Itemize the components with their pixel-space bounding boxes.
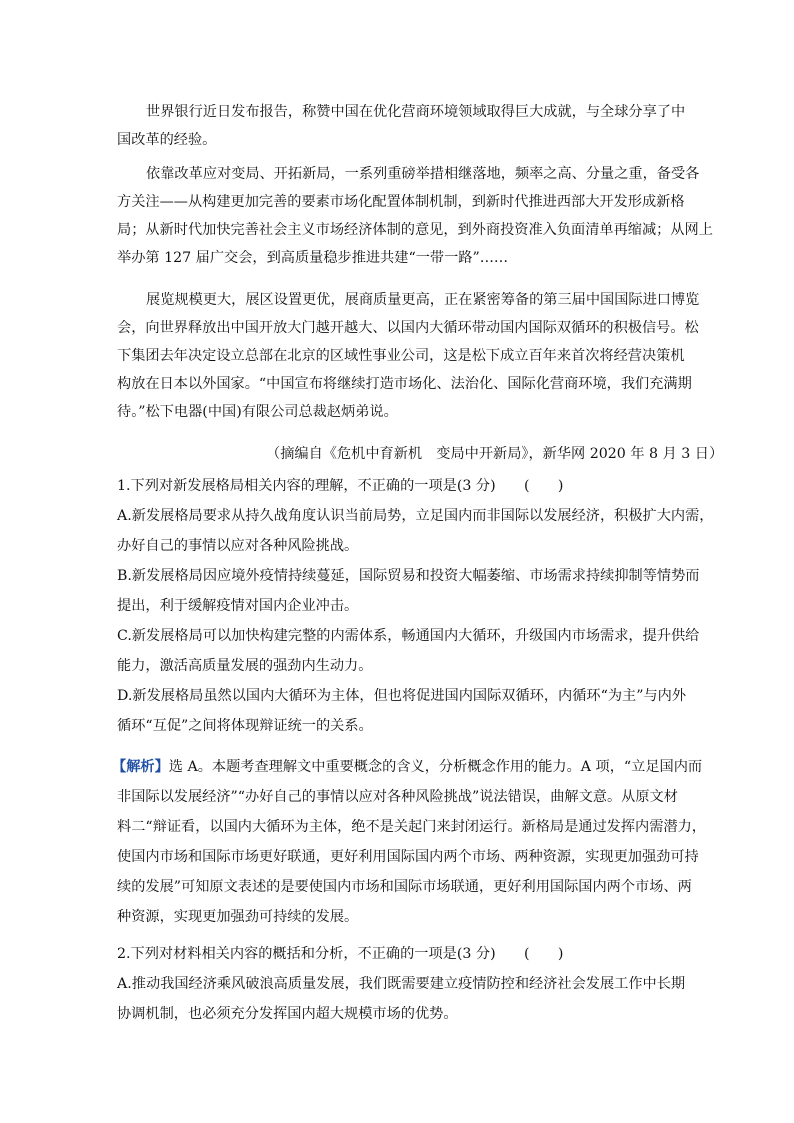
analysis-line: 非国际以发展经济”“办好自己的事情以应对各种风险挑战”说法错误，曲解文意。从原文材 bbox=[117, 789, 678, 805]
text-line: 构放在日本以外国家。“中国宣布将继续打造市场化、法治化、国际化营商环境，我们充满期 bbox=[117, 376, 692, 392]
option-c-continued: 能力，激活高质量发展的强劲内生动力。 bbox=[117, 658, 373, 674]
option-a-continued: 协调机制，也必须充分发挥国内超大规模市场的优势。 bbox=[117, 1006, 458, 1022]
text-line: 依靠改革应对变局、开拓新局，一系列重磅举措相继落地，频率之高、分量之重，备受各 bbox=[146, 166, 700, 182]
option-d-continued: 循环“互促”之间将体现辩证统一的关系。 bbox=[117, 718, 373, 734]
text-line: 世界银行近日发布报告，称赞中国在优化营商环境领域取得巨大成就，与全球分享了中 bbox=[146, 104, 686, 120]
passage-paragraph-3 bbox=[117, 286, 700, 426]
analysis-block bbox=[112, 752, 706, 932]
option-b: B.新发展格局因应境外疫情持续蔓延，国际贸易和投资大幅萎缩、市场需求持续抑制等情势而 bbox=[117, 568, 700, 584]
text-line: 待。”松下电器(中国)有限公司总裁赵炳弟说。 bbox=[117, 404, 398, 420]
question-1-stem: 1.下列对新发展格局相关内容的理解，不正确的一项是(3 分) ( ) bbox=[117, 478, 564, 494]
analysis-tag: 【解析】 bbox=[112, 759, 169, 775]
option-b-continued: 提出，利于缓解疫情对国内企业冲击。 bbox=[117, 598, 359, 614]
option-d: D.新发展格局虽然以国内大循环为主体，但也将促进国内国际双循环，内循环“为主”与内外 bbox=[117, 688, 687, 704]
text-line: 举办第 127 届广交会，到高质量稳步推进共建“一带一路”…… bbox=[117, 250, 509, 266]
text-line: 下集团去年决定设立总部在北京的区域性事业公司，这是松下成立百年来首次将经营决策机 bbox=[117, 348, 685, 364]
analysis-line: 种资源，实现更加强劲可持续的发展。 bbox=[117, 909, 359, 925]
text-line: 展览规模更大，展区设置更优，展商质量更高，正在紧密筹备的第三届中国国际进口博览 bbox=[146, 292, 700, 308]
text-line: 局；从新时代加快完善社会主义市场经济体制的意见，到外商投资准入负面清单再缩减；从网上 bbox=[117, 222, 713, 238]
analysis-line: 料二“辩证看，以国内大循环为主体，绝不是关起门来封闭运行。新格局是通过发挥内需潜力， bbox=[117, 819, 706, 835]
option-a: A.推动我国经济乘风破浪高质量发展，我们既需要建立疫情防控和经济社会发展工作中长期 bbox=[117, 976, 686, 992]
question-1 bbox=[117, 471, 714, 741]
passage-paragraph-2 bbox=[117, 160, 713, 272]
analysis-first-text: 选 A。本题考查理解文中重要概念的含义，分析概念作用的能力。A 项，“立足国内而 bbox=[168, 759, 703, 775]
text-line: 国改革的经验。 bbox=[117, 132, 217, 148]
analysis-line: 续的发展”可知原文表述的是要使国内市场和国际市场联通，更好利用国际国内两个市场、两 bbox=[117, 879, 692, 895]
text-line: 会，向世界释放出中国开放大门越开越大、以国内大循环带动国内国际双循环的积极信号。松 bbox=[117, 320, 699, 336]
option-a: A.新发展格局要求从持久战角度认识当前局势，立足国内而非国际以发展经济，积极扩大内需， bbox=[117, 508, 714, 524]
question-2-stem: 2.下列对材料相关内容的概括和分析，不正确的一项是(3 分) ( ) bbox=[117, 946, 564, 962]
source-citation: （摘编自《危机中育新机 变局中开新局》，新华网 2020 年 8 月 3 日） bbox=[266, 446, 724, 462]
analysis-first-line bbox=[112, 752, 703, 782]
passage-paragraph-1 bbox=[117, 98, 687, 154]
question-2 bbox=[117, 939, 687, 1029]
analysis-line: 使国内市场和国际市场更好联通，更好利用国际国内两个市场、两种资源，实现更加强劲可持 bbox=[117, 849, 699, 865]
option-a-continued: 办好自己的事情以应对各种风险挑战。 bbox=[117, 538, 359, 554]
option-c: C.新发展格局可以加快构建完整的内需体系，畅通国内大循环，升级国内市场需求，提升供给 bbox=[117, 628, 700, 644]
text-line: 方关注——从构建更加完善的要素市场化配置体制机制，到新时代推进西部大开发形成新格 bbox=[117, 194, 685, 210]
